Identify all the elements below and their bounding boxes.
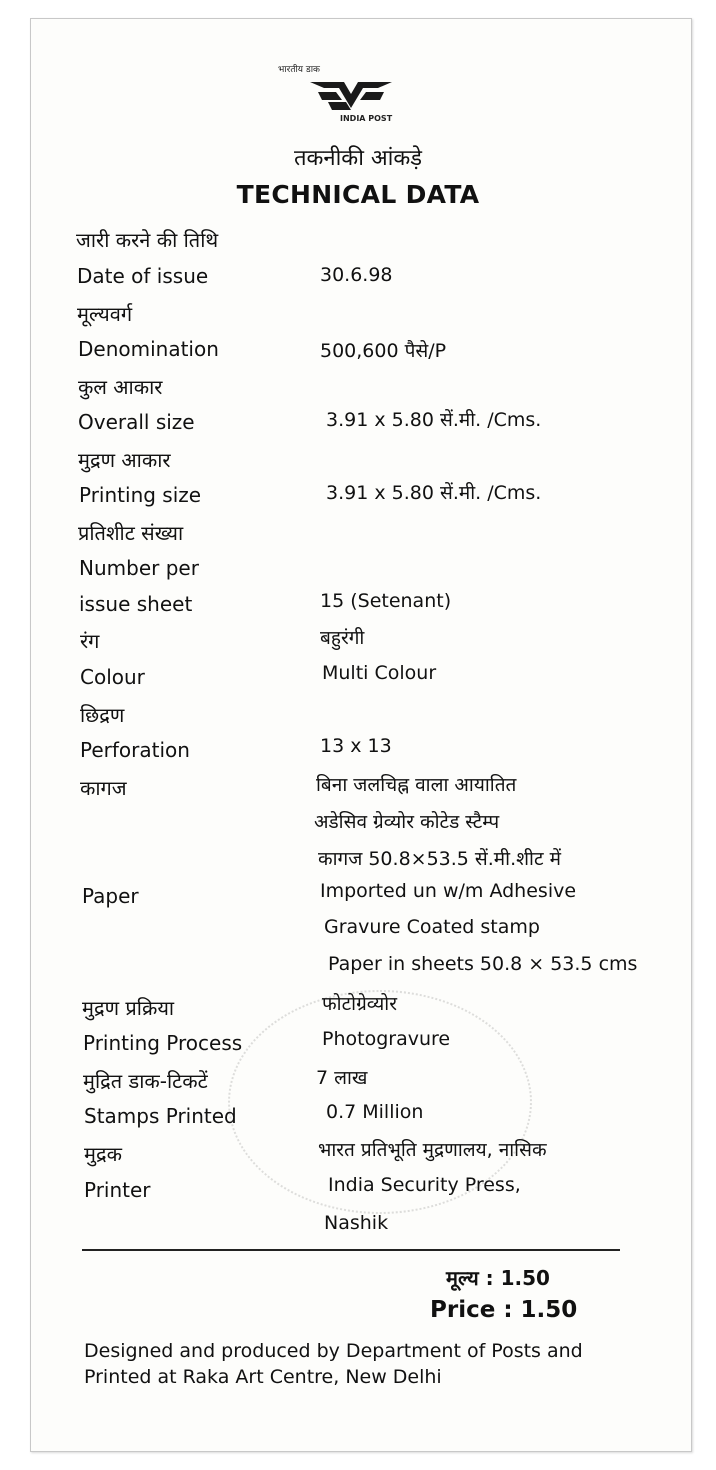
label-number-per-sheet-hindi: प्रतिशीट संख्या [78, 521, 184, 545]
title-english: TECHNICAL DATA [236, 180, 480, 209]
label-denomination-hindi: मूल्यवर्ग [77, 302, 133, 326]
value-paper-hindi-2: अडेसिव ग्रेव्योर कोटेड स्टैम्प [314, 811, 500, 833]
label-perforation: Perforation [80, 738, 190, 762]
value-date-of-issue: 30.6.98 [320, 264, 393, 286]
label-paper-hindi: कागज [80, 776, 127, 800]
value-stamps-printed: 0.7 Million [326, 1101, 424, 1123]
label-printing-size: Printing size [79, 483, 202, 507]
value-perforation: 13 x 13 [320, 735, 392, 757]
label-colour: Colour [80, 665, 145, 689]
value-denomination: 500,600 पैसे/P [320, 340, 447, 362]
label-overall-size-hindi: कुल आकार [78, 375, 163, 399]
label-number-per: Number per [79, 556, 199, 580]
label-issue-sheet: issue sheet [79, 592, 193, 616]
label-printer-hindi: मुद्रक [84, 1142, 122, 1166]
divider-line [82, 1249, 620, 1251]
label-stamps-printed-hindi: मुद्रित डाक-टिकटें [83, 1069, 208, 1093]
label-overall-size: Overall size [78, 410, 195, 434]
value-paper-2: Gravure Coated stamp [324, 916, 540, 938]
value-colour-hindi: बहुरंगी [320, 627, 365, 649]
label-printer: Printer [84, 1178, 151, 1202]
label-denomination: Denomination [78, 337, 219, 361]
value-printing-size: 3.91 x 5.80 सें.मी. /Cms. [326, 482, 542, 504]
value-paper-hindi-1: बिना जलचिह्न वाला आयातित [316, 774, 517, 796]
footer-line-2: Printed at Raka Art Centre, New Delhi [84, 1366, 442, 1388]
value-colour: Multi Colour [322, 662, 437, 684]
label-printing-process: Printing Process [83, 1031, 243, 1055]
label-printing-process-hindi: मुद्रण प्रक्रिया [82, 996, 175, 1020]
value-number-per-sheet: 15 (Setenant) [320, 590, 452, 612]
value-printing-process: Photogravure [322, 1028, 451, 1050]
price-hindi: मूल्य : 1.50 [446, 1266, 550, 1290]
label-paper: Paper [82, 884, 139, 908]
label-colour-hindi: रंग [80, 629, 100, 653]
title-hindi: तकनीकी आंकड़े [293, 146, 423, 171]
label-perforation-hindi: छिद्रण [80, 703, 125, 727]
logo-english-text: INDIA POST [340, 114, 393, 123]
footer-line-1: Designed and produced by Department of Posts and [84, 1340, 583, 1362]
label-date-of-issue: Date of issue [77, 264, 209, 288]
value-printer-2: Nashik [324, 1212, 389, 1234]
value-overall-size: 3.91 x 5.80 सें.मी. /Cms. [326, 409, 542, 431]
india-post-logo [278, 64, 398, 132]
value-paper-3: Paper in sheets 50.8 × 53.5 cms [328, 953, 638, 975]
price-english: Price : 1.50 [430, 1297, 578, 1323]
label-stamps-printed: Stamps Printed [84, 1104, 237, 1128]
value-paper-hindi-3: कागज 50.8×53.5 सें.मी.शीट में [318, 848, 561, 870]
value-printing-process-hindi: फोटोग्रेव्योर [322, 993, 397, 1015]
label-date-hindi: जारी करने की तिथि [76, 228, 219, 252]
label-printing-size-hindi: मुद्रण आकार [78, 448, 171, 472]
value-printer-1: India Security Press, [328, 1174, 521, 1196]
india-post-emblem-icon [308, 78, 394, 114]
logo-hindi-text: भारतीय डाक [278, 65, 320, 75]
value-printer-hindi: भारत प्रतिभूति मुद्रणालय, नासिक [318, 1139, 547, 1161]
value-paper-1: Imported un w/m Adhesive [320, 880, 577, 902]
value-stamps-printed-hindi: 7 लाख [316, 1067, 368, 1089]
